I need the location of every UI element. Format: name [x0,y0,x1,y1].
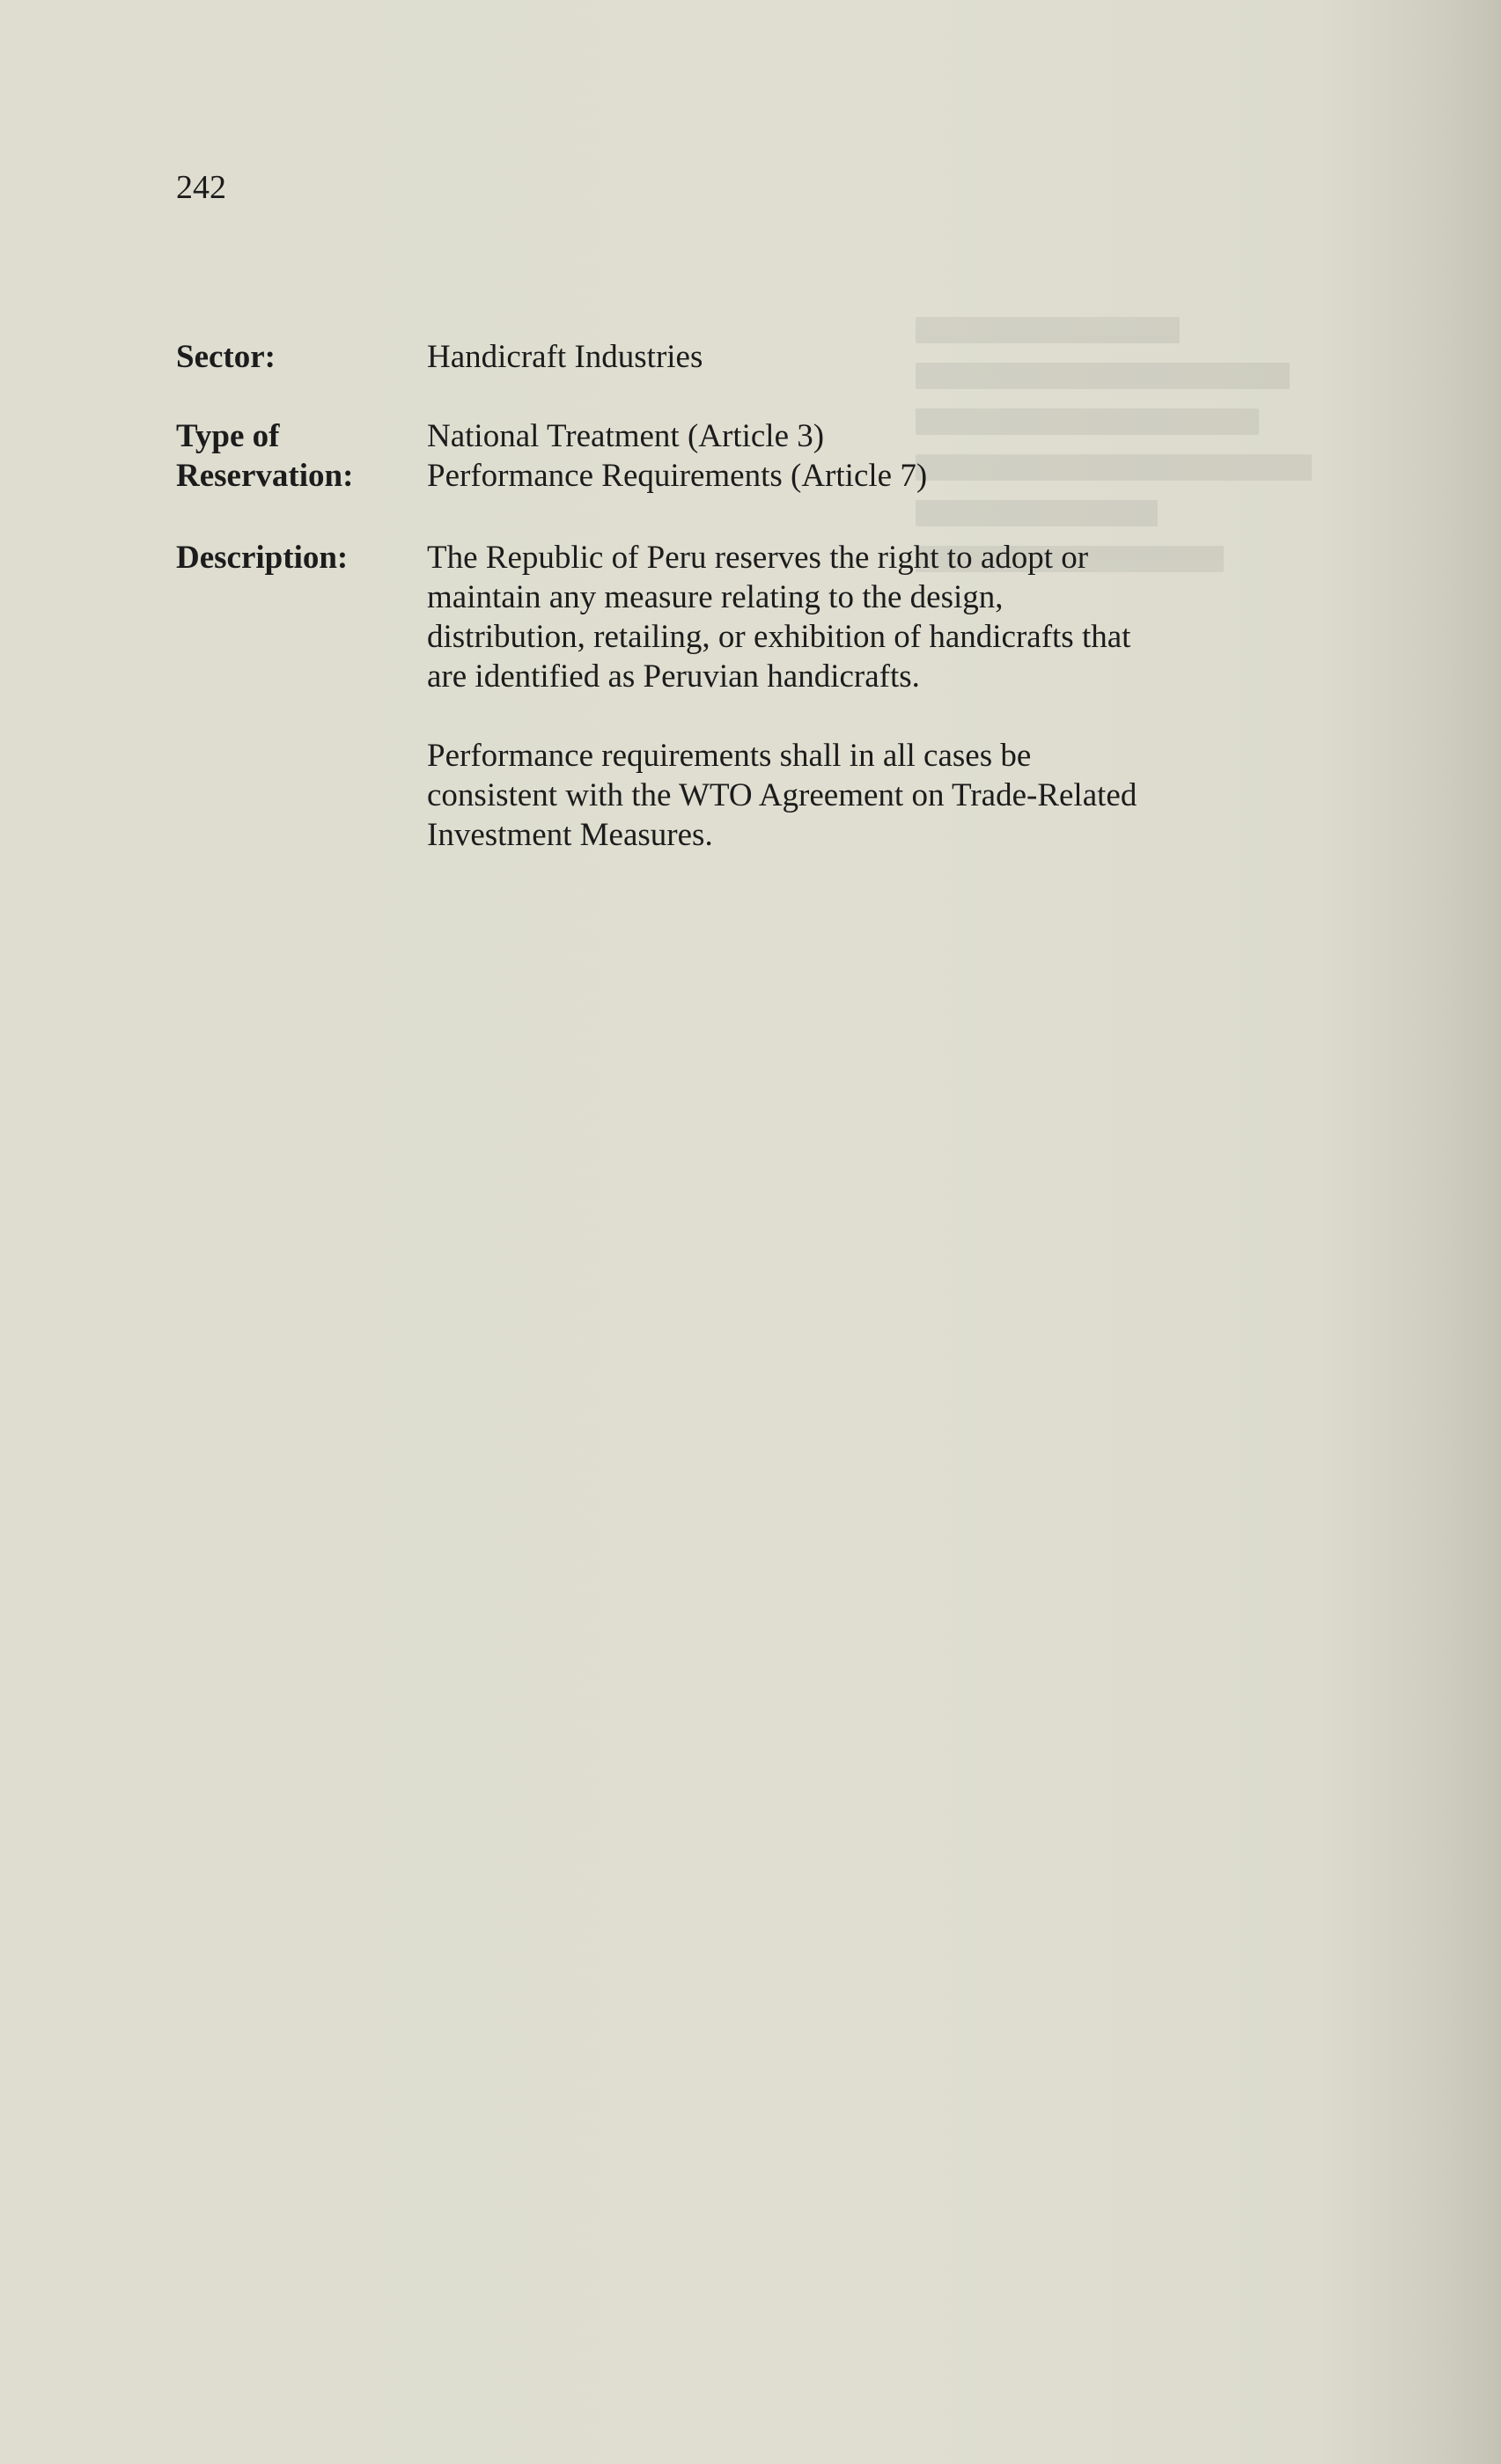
description-line: Performance requirements shall in all cases be [427,738,1032,774]
reservation-type-label [176,416,414,496]
description-paragraph-2 [427,736,1219,855]
description-line: maintain any measure relating to the design, [427,579,1004,615]
sector-label: Sector: [176,339,276,375]
description-line: distribution, retailing, or exhibition of handicrafts that [427,619,1131,655]
page-number: 242 [176,169,226,206]
description-line: are identified as Peruvian handicrafts. [427,658,920,695]
description-label: Description: [176,540,349,576]
reservation-type-label-line: Reservation: [176,458,354,494]
reservation-type-label-line: Type of [176,418,280,454]
reservation-type-item: Performance Requirements (Article 7) [427,458,928,494]
sector-value: Handicraft Industries [427,339,703,375]
description-paragraph-1 [427,538,1219,696]
description-line: The Republic of Peru reserves the right to adopt or [427,540,1089,576]
description-line: Investment Measures. [427,817,713,853]
reservation-type-item: National Treatment (Article 3) [427,418,825,454]
description-line: consistent with the WTO Agreement on Trade-Related [427,777,1137,813]
description-text [427,538,1219,855]
reservation-type-values [427,416,1219,496]
